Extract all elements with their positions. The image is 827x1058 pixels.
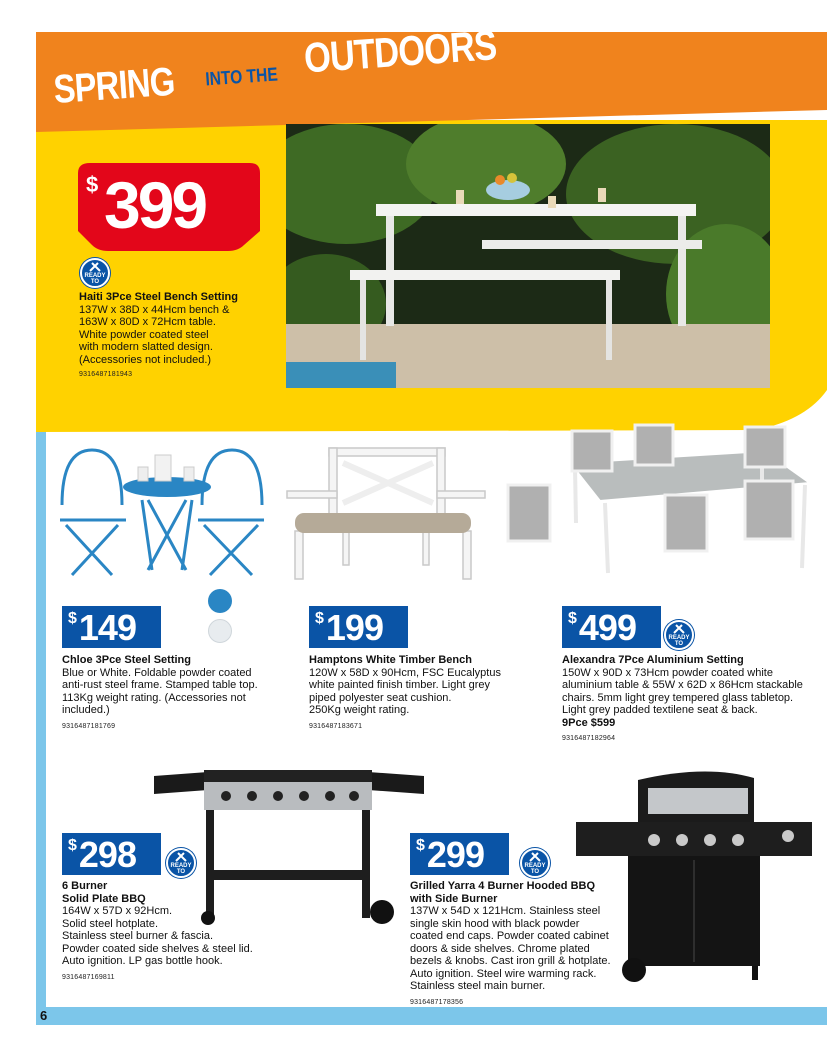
solid-plate-bbq-name-2: Solid Plate BBQ — [62, 892, 146, 905]
chloe-desc-1: Blue or White. Foldable powder coated — [62, 666, 252, 679]
swatch-white[interactable] — [208, 619, 232, 643]
hooded-bbq-copy — [410, 880, 625, 1009]
hooded-bbq-desc-4: doors & side shelves. Chrome plated — [410, 942, 590, 955]
chloe-copy — [62, 654, 282, 733]
alexandra-extra-price: 9Pce $599 — [562, 716, 616, 729]
hamptons-desc-1: 120W x 58D x 90Hcm, FSC Eucalyptus — [309, 666, 501, 679]
hero-desc-2: 163W x 80D x 72Hcm table. — [79, 316, 216, 328]
hero-desc-3: White powder coated steel — [79, 328, 209, 341]
hero-desc-4: with modern slatted design. — [79, 341, 213, 353]
chloe-sku: 9316487181769 — [62, 722, 116, 730]
alexandra-setting-photo — [490, 423, 820, 583]
hamptons-bench-photo — [283, 443, 488, 583]
price-chloe: $ 149 — [62, 606, 161, 648]
hero-copy — [79, 291, 279, 382]
hamptons-desc-3: piped polyester seat cushion. — [309, 691, 452, 704]
hamptons-desc-2: white painted finish timber. Light grey — [309, 679, 490, 691]
solid-plate-bbq-name-1: 6 Burner — [62, 880, 108, 892]
price-hooded-bbq: $ 299 — [410, 833, 509, 875]
solid-plate-bbq-copy — [62, 880, 292, 984]
hamptons-desc-4: 250Kg weight rating. — [309, 704, 410, 716]
hero-price-value: 399 — [104, 168, 206, 242]
hamptons-name: Hamptons White Timber Bench — [309, 654, 472, 666]
hamptons-sku: 9316487183671 — [309, 722, 363, 730]
ready-to-assemble-icon: READY TO — [520, 848, 550, 878]
hooded-bbq-desc-1: 137W x 54D x 121Hcm. Stainless steel — [410, 905, 601, 917]
title-word-outdoors: OUTDOORS — [302, 21, 498, 82]
hooded-bbq-sku: 9316487178356 — [410, 998, 464, 1006]
hero-product-name: Haiti 3Pce Steel Bench Setting — [79, 291, 238, 303]
hooded-bbq-desc-6: Auto ignition. Steel wire warming rack. — [410, 967, 597, 980]
title-into-the: INTO THE — [204, 64, 279, 91]
chloe-desc-2: anti-rust steel frame. Stamped table top. — [62, 679, 258, 691]
hero-price-dollar: $ — [86, 172, 99, 197]
chloe-desc-4: included.) — [62, 704, 110, 716]
alexandra-copy — [562, 654, 824, 746]
hooded-bbq-name-1: Grilled Yarra 4 Burner Hooded BBQ — [410, 880, 596, 892]
price-alexandra: $ 499 — [562, 606, 661, 648]
solid-plate-bbq-desc-2: Solid steel hotplate. — [62, 917, 159, 930]
solid-plate-bbq-desc-3: Stainless steel burner & fascia. — [62, 930, 214, 942]
hooded-bbq-desc-2: single skin hood with black powder — [410, 917, 580, 930]
ready-to-assemble-icon: READY TO — [166, 848, 196, 878]
bottom-blue-strip — [36, 1007, 827, 1025]
chloe-setting-photo — [52, 445, 272, 580]
hooded-bbq-desc-3: coated end caps. Powder coated cabinet — [410, 930, 609, 942]
price-solid-plate-bbq: $ 298 — [62, 833, 161, 875]
hero-desc-5: (Accessories not included.) — [79, 353, 212, 366]
swatch-blue[interactable] — [208, 589, 232, 613]
hero-sku: 9316487181943 — [79, 371, 133, 378]
alexandra-desc-2: aluminium table & 55W x 62D x 86Hcm stackable — [562, 679, 803, 691]
hooded-bbq-name-2: with Side Burner — [410, 892, 498, 905]
ready-to-assemble-icon: READY TO — [664, 620, 694, 650]
solid-plate-bbq-desc-1: 164W x 57D x 92Hcm. — [62, 905, 173, 917]
hero-product-photo — [286, 124, 770, 388]
solid-plate-bbq-sku: 9316487169811 — [62, 973, 115, 981]
hooded-bbq-desc-5: bezels & knobs. Cast iron grill & hotplate. — [410, 955, 611, 967]
alexandra-sku: 9316487182964 — [562, 735, 616, 742]
ready-to-assemble-icon: READY TO — [80, 258, 110, 288]
chloe-desc-3: 113Kg weight rating. (Accessories not — [62, 691, 246, 704]
alexandra-desc-1: 150W x 90D x 73Hcm powder coated white — [562, 666, 773, 679]
solid-plate-bbq-desc-4: Powder coated side shelves & steel lid. — [62, 942, 253, 955]
title-word-spring: SPRING — [52, 59, 176, 113]
hooded-bbq-desc-7: Stainless steel main burner. — [410, 980, 546, 992]
hamptons-copy — [309, 654, 539, 733]
solid-plate-bbq-desc-5: Auto ignition. LP gas bottle hook. — [62, 955, 223, 967]
price-hamptons: $ 199 — [309, 606, 408, 648]
alexandra-desc-4: Light grey padded textilene seat & back. — [562, 704, 758, 716]
hero-desc-1: 137W x 38D x 44Hcm bench & — [79, 303, 230, 316]
alexandra-desc-3: chairs. 5mm light grey tempered glass tabletop. — [562, 691, 794, 704]
alexandra-name: Alexandra 7Pce Aluminium Setting — [562, 654, 744, 666]
page-number: 6 — [40, 1008, 48, 1023]
chloe-name: Chloe 3Pce Steel Setting — [62, 654, 191, 666]
